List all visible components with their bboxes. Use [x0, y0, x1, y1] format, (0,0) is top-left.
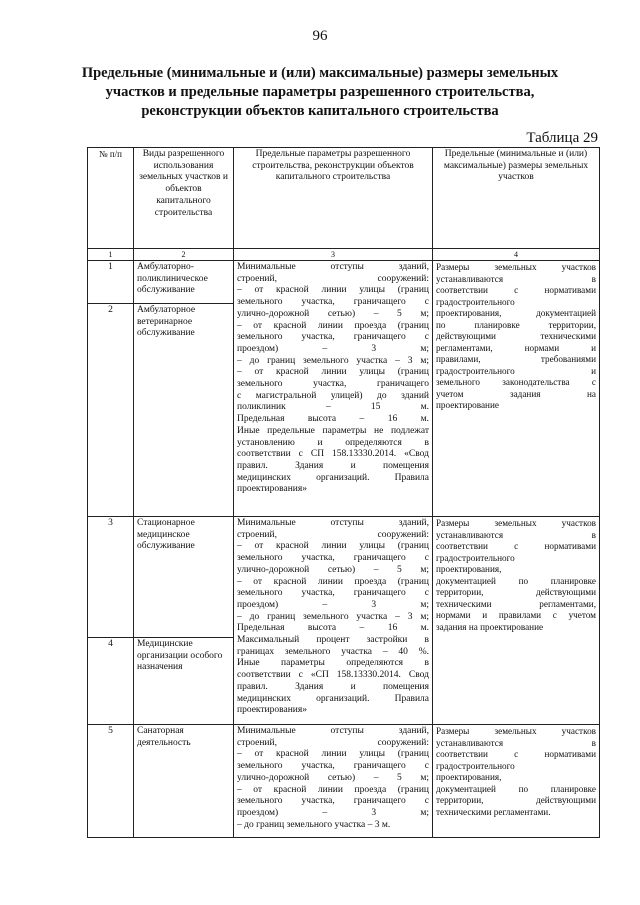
text-line: Минимальные отступы зданий, [237, 726, 429, 736]
text-line: учетом задания на [436, 388, 596, 399]
use-type: Медицинские организации особого назначения [134, 638, 234, 725]
text-line: строений, сооружений: [237, 273, 429, 284]
text-line: – до границ земельного участка – 3 м; [237, 611, 429, 622]
text-line: границах земельного участка – 40 %. [237, 646, 429, 657]
text-line: строений, сооружений: [237, 737, 429, 748]
text-line: земельного участка, граничащего с [237, 761, 429, 772]
text-line: правил. Здания и помещения [237, 460, 429, 471]
text-line: техническими регламентами. [436, 806, 551, 817]
header-plot-size: Предельные (минимальные и (или) максимальные) размеры земельных участков [433, 148, 600, 249]
build-params [234, 261, 433, 517]
text-line: земельного участка, граничащего с [237, 332, 429, 343]
text-line: установлению и определяются в [237, 437, 429, 448]
text-line: Размеры земельных участков [436, 726, 596, 736]
text-line: – до границ земельного участка – 3 м. [237, 819, 391, 830]
text-line: – от красной линии улицы (границ [237, 285, 429, 296]
row-number: 4 [88, 638, 134, 725]
text-line: действующими техническими [436, 331, 596, 341]
header-use-type: Виды разрешенного использования земельных участков и объектов капитального строительства [134, 148, 234, 249]
text-line: земельного участка, граничащего [237, 379, 429, 390]
text-line: правил. Здания и помещения [237, 681, 429, 692]
text-line: задания на проектирование [436, 621, 544, 632]
title-line-2: участков и предельные параметры разрешенного строительства, [105, 84, 535, 100]
text-line: улично-дорожной сетью) – 5 м; [237, 772, 429, 783]
text-line: соответствии с СП 158.13330.2014. «Свод [237, 449, 429, 460]
table-row [88, 725, 600, 838]
text-line: строений, сооружений: [237, 529, 429, 540]
text-line: Иные предельные параметры не подлежат [237, 425, 429, 436]
table-label: Таблица 29 [526, 130, 598, 146]
text-line: Иные параметры определяются в [237, 658, 429, 669]
text-line: проездом) – 3 м; [237, 807, 429, 818]
text-line: документацией по планировке [436, 575, 596, 586]
text-line: земельного участка, граничащего с [237, 553, 429, 564]
text-line: градостроительного [436, 296, 515, 307]
text-line: проектирование [436, 400, 499, 410]
text-line: регламентами, нормами и [436, 342, 596, 353]
text-line: земельного участка, граничащего с [237, 796, 429, 807]
text-line: проездом) – 3 м; [237, 599, 429, 610]
text-line: проектирования, [436, 772, 502, 782]
text-line: устанавливаются в [436, 273, 596, 284]
text-line: улично-дорожной сетью) – 5 м; [237, 564, 429, 575]
text-line: нормами и правилами с учетом [436, 610, 596, 620]
text-line: медицинских организаций. Правила [237, 472, 429, 483]
text-line: – от красной линии улицы (границ [237, 749, 429, 760]
column-number: 3 [234, 249, 433, 261]
text-line: улично-дорожной сетью) – 5 м; [237, 308, 429, 319]
text-line: Минимальные отступы зданий, [237, 518, 429, 528]
text-line: – от красной линии улицы (границ [237, 541, 429, 552]
limits-table [87, 147, 600, 838]
text-line: техническими регламентами, [436, 598, 596, 609]
text-line: территории, действующими [436, 795, 596, 805]
column-number: 2 [134, 249, 234, 261]
column-number: 1 [88, 249, 134, 261]
text-line: по планировке территории, [436, 319, 596, 330]
text-line: градостроительного [436, 552, 515, 563]
text-line: Предельная высота – 16 м. [237, 414, 429, 425]
text-line: документацией по планировке [436, 783, 596, 794]
header-number: № п/п [88, 148, 134, 249]
text-line: проектирования, документацией [436, 308, 596, 318]
page-number: 96 [312, 28, 328, 44]
table-row [88, 261, 600, 304]
table-row [88, 517, 600, 638]
text-line: устанавливаются в [436, 529, 596, 540]
text-line: Размеры земельных участков [436, 262, 596, 272]
text-line: Размеры земельных участков [436, 518, 596, 528]
text-line: – от красной линии проезда (границ [237, 320, 429, 331]
plot-size [433, 725, 600, 838]
text-line: градостроительного [436, 760, 515, 771]
row-number: 2 [88, 304, 134, 517]
text-line: – от красной линии проезда (границ [237, 576, 429, 587]
text-line: с магистральной улицей) до зданий [237, 390, 429, 401]
header-build-params: Предельные параметры разрешенного строительства, реконструкции объектов капитального строительства [234, 148, 433, 249]
text-line: территории, действующими [436, 587, 596, 597]
title-line-3: реконструкции объектов капитального строительства [141, 103, 499, 119]
use-type: Амбулаторно-поликлиническое обслуживание [134, 261, 234, 304]
text-line: проектирования» [237, 705, 308, 716]
text-line: – от красной линии улицы (границ [237, 367, 429, 378]
text-line: Предельная высота – 16 м. [237, 623, 429, 634]
text-line: Минимальные отступы зданий, [237, 262, 429, 272]
text-line: – до границ земельного участка – 3 м; [237, 355, 429, 366]
row-number: 1 [88, 261, 134, 304]
build-params [234, 725, 433, 838]
use-type: Амбулаторное ветеринарное обслуживание [134, 304, 234, 517]
build-params [234, 517, 433, 725]
text-line: правилами, требованиями [436, 354, 596, 364]
row-number: 5 [88, 725, 134, 838]
plot-size [433, 261, 600, 517]
header-row [88, 148, 600, 249]
text-line: проектирования» [237, 484, 308, 495]
text-line: соответствии с нормативами [436, 541, 596, 551]
text-line: соответствии с нормативами [436, 749, 596, 759]
text-line: земельного участка, граничащего с [237, 588, 429, 599]
document-title [60, 64, 580, 121]
column-number: 4 [433, 249, 600, 261]
text-line: поликлиник – 15 м. [237, 402, 429, 413]
plot-size [433, 517, 600, 725]
use-type: Санаторная деятельность [134, 725, 234, 838]
text-line: устанавливаются в [436, 737, 596, 748]
title-line-1: Предельные (минимальные и (или) максимальные) размеры земельных [81, 65, 559, 81]
text-line: градостроительного и [436, 365, 596, 376]
text-line: проездом) – 3 м; [237, 343, 429, 354]
column-number-row [88, 249, 600, 261]
row-number: 3 [88, 517, 134, 638]
text-line: медицинских организаций. Правила [237, 693, 429, 704]
text-line: земельного законодательства с [436, 377, 596, 387]
text-line: соответствии с «СП 158.13330.2014. Свод [237, 670, 429, 681]
text-line: соответствии с нормативами [436, 285, 596, 295]
use-type: Стационарное медицинское обслуживание [134, 517, 234, 638]
text-line: – от красной линии проезда (границ [237, 784, 429, 795]
text-line: проектирования, [436, 564, 502, 574]
text-line: земельного участка, граничащего с [237, 297, 429, 308]
text-line: Максимальный процент застройки в [237, 635, 429, 646]
